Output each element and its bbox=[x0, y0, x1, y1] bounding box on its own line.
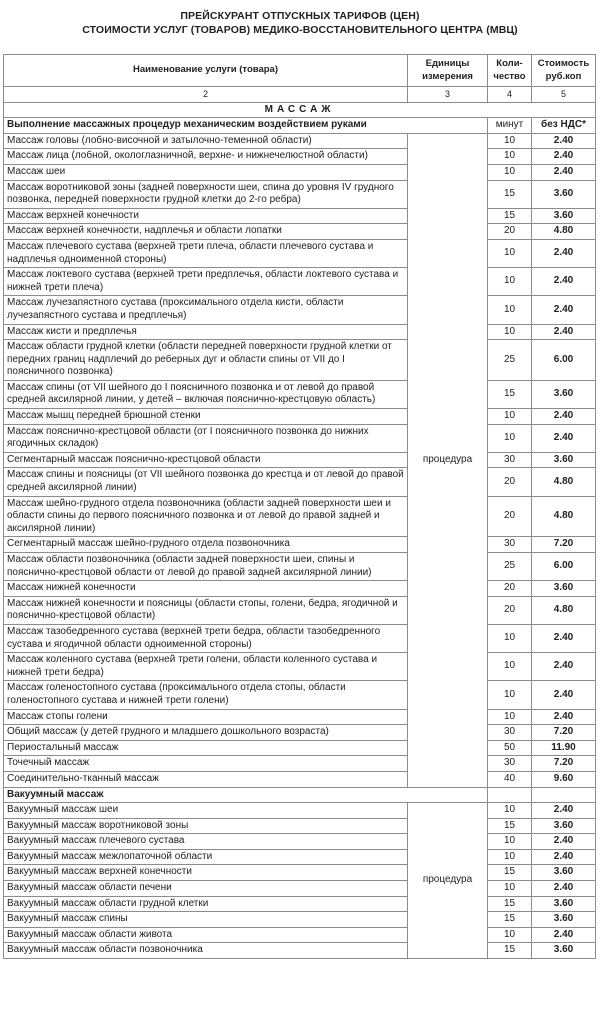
table-row bbox=[4, 380, 596, 408]
table-row bbox=[4, 224, 596, 240]
service-name: Вакуумный массаж шеи bbox=[4, 803, 408, 819]
table-row bbox=[4, 239, 596, 267]
service-name: Массаж голеностопного сустава (проксимального отдела стопы, области голеностопного сустава и нижней трети голени) bbox=[4, 681, 408, 709]
quantity-cell: 30 bbox=[488, 756, 532, 772]
service-name: Массаж области грудной клетки (области передней поверхности грудной клетки от передних границ надплечий до реберных дуг и области спины от VII до I поясничного позвонка) bbox=[4, 340, 408, 381]
service-name: Вакуумный массаж спины bbox=[4, 912, 408, 928]
section2-qty-unit bbox=[488, 787, 532, 803]
price-cell: 2.40 bbox=[532, 409, 596, 425]
service-name: Точечный массаж bbox=[4, 756, 408, 772]
quantity-cell: 50 bbox=[488, 740, 532, 756]
unit-cell: процедура bbox=[408, 803, 488, 959]
price-table-body bbox=[4, 102, 596, 958]
table-row bbox=[4, 803, 596, 819]
quantity-cell: 10 bbox=[488, 424, 532, 452]
quantity-cell: 10 bbox=[488, 834, 532, 850]
table-row bbox=[4, 133, 596, 149]
table-row bbox=[4, 164, 596, 180]
quantity-cell: 10 bbox=[488, 296, 532, 324]
price-cell: 4.80 bbox=[532, 596, 596, 624]
quantity-cell: 20 bbox=[488, 596, 532, 624]
quantity-cell: 10 bbox=[488, 803, 532, 819]
service-name: Вакуумный массаж области печени bbox=[4, 881, 408, 897]
quantity-cell: 40 bbox=[488, 771, 532, 787]
table-row bbox=[4, 771, 596, 787]
column-header-qty-line2: чество bbox=[493, 70, 526, 82]
price-cell: 2.40 bbox=[532, 681, 596, 709]
table-row bbox=[4, 180, 596, 208]
table-row bbox=[4, 927, 596, 943]
price-cell: 4.80 bbox=[532, 496, 596, 537]
price-cell: 3.60 bbox=[532, 943, 596, 959]
price-cell: 2.40 bbox=[532, 424, 596, 452]
price-cell: 2.40 bbox=[532, 149, 596, 165]
section1-header-row bbox=[4, 118, 596, 134]
price-cell: 2.40 bbox=[532, 849, 596, 865]
quantity-cell: 30 bbox=[488, 725, 532, 741]
price-cell: 2.40 bbox=[532, 133, 596, 149]
table-row bbox=[4, 849, 596, 865]
table-row bbox=[4, 740, 596, 756]
price-cell: 3.60 bbox=[532, 180, 596, 208]
table-row bbox=[4, 756, 596, 772]
table-row bbox=[4, 296, 596, 324]
quantity-cell: 25 bbox=[488, 340, 532, 381]
price-cell: 7.20 bbox=[532, 756, 596, 772]
column-header-price-line2: руб.коп bbox=[545, 70, 582, 82]
table-row bbox=[4, 624, 596, 652]
price-cell: 2.40 bbox=[532, 881, 596, 897]
service-name: Массаж спины и поясницы (от VII шейного позвонка до крестца и от левой до правой средней аксилярной линии) bbox=[4, 468, 408, 496]
service-name: Массаж шеи bbox=[4, 164, 408, 180]
service-name: Массаж мышц передней брюшной стенки bbox=[4, 409, 408, 425]
price-cell: 6.00 bbox=[532, 553, 596, 581]
table-row bbox=[4, 912, 596, 928]
service-name: Соединительно-тканный массаж bbox=[4, 771, 408, 787]
quantity-cell: 20 bbox=[488, 496, 532, 537]
table-row bbox=[4, 340, 596, 381]
table-row bbox=[4, 834, 596, 850]
column-header-unit-line2: измерения bbox=[422, 70, 473, 82]
quantity-cell: 10 bbox=[488, 268, 532, 296]
column-header-unit-line1: Единицы bbox=[425, 57, 470, 69]
price-cell: 2.40 bbox=[532, 296, 596, 324]
price-cell: 2.40 bbox=[532, 624, 596, 652]
quantity-cell: 10 bbox=[488, 239, 532, 267]
quantity-cell: 10 bbox=[488, 681, 532, 709]
service-name: Вакуумный массаж плечевого сустава bbox=[4, 834, 408, 850]
service-name: Массаж головы (лобно-височной и затылочно-теменной области) bbox=[4, 133, 408, 149]
quantity-cell: 15 bbox=[488, 208, 532, 224]
price-cell: 2.40 bbox=[532, 709, 596, 725]
price-cell: 3.60 bbox=[532, 818, 596, 834]
table-row bbox=[4, 581, 596, 597]
price-cell: 9.60 bbox=[532, 771, 596, 787]
quantity-cell: 15 bbox=[488, 912, 532, 928]
price-cell: 2.40 bbox=[532, 164, 596, 180]
quantity-cell: 15 bbox=[488, 943, 532, 959]
price-cell: 2.40 bbox=[532, 653, 596, 681]
table-row bbox=[4, 496, 596, 537]
service-name: Массаж верхней конечности bbox=[4, 208, 408, 224]
price-cell: 7.20 bbox=[532, 725, 596, 741]
price-cell: 2.40 bbox=[532, 268, 596, 296]
quantity-cell: 15 bbox=[488, 380, 532, 408]
price-cell: 2.40 bbox=[532, 239, 596, 267]
quantity-cell: 10 bbox=[488, 624, 532, 652]
price-cell: 3.60 bbox=[532, 581, 596, 597]
service-name: Массаж воротниковой зоны (задней поверхности шеи, спина до уровня IV грудного позвонка, передней поверхности грудной клетки до 2-го ребра) bbox=[4, 180, 408, 208]
service-name: Массаж области позвоночника (области задней поверхности шеи, спины и пояснично-крестцовой области от левой до правой задней аксилярной линии) bbox=[4, 553, 408, 581]
table-row bbox=[4, 208, 596, 224]
column-header-price-line1: Стоимость bbox=[537, 57, 590, 69]
quantity-cell: 10 bbox=[488, 409, 532, 425]
price-cell: 3.60 bbox=[532, 912, 596, 928]
table-row bbox=[4, 709, 596, 725]
price-cell: 3.60 bbox=[532, 452, 596, 468]
document-title-line1: ПРЕЙСКУРАНТ ОТПУСКНЫХ ТАРИФОВ (ЦЕН) bbox=[180, 10, 420, 22]
service-name: Массаж коленного сустава (верхней трети голени, области коленного сустава и нижней трети бедра) bbox=[4, 653, 408, 681]
quantity-cell: 10 bbox=[488, 709, 532, 725]
service-name: Массаж плечевого сустава (верхней трети плеча, области плечевого сустава и надплечья одноименной стороны) bbox=[4, 239, 408, 267]
quantity-cell: 10 bbox=[488, 149, 532, 165]
column-header-unit bbox=[408, 55, 488, 87]
table-row bbox=[4, 725, 596, 741]
price-cell: 3.60 bbox=[532, 865, 596, 881]
table-row bbox=[4, 653, 596, 681]
service-name: Массаж нижней конечности и поясницы (области стопы, голени, бедра, ягодичной и пояснично-крестцовой области) bbox=[4, 596, 408, 624]
price-cell: 6.00 bbox=[532, 340, 596, 381]
quantity-cell: 10 bbox=[488, 849, 532, 865]
table-row bbox=[4, 149, 596, 165]
column-number-4: 4 bbox=[488, 87, 532, 103]
quantity-cell: 10 bbox=[488, 133, 532, 149]
table-row bbox=[4, 596, 596, 624]
column-header-qty bbox=[488, 55, 532, 87]
section2-title: Вакуумный массаж bbox=[4, 787, 488, 803]
quantity-cell: 20 bbox=[488, 224, 532, 240]
column-header-qty-line1: Коли- bbox=[496, 57, 523, 69]
quantity-cell: 10 bbox=[488, 881, 532, 897]
quantity-cell: 10 bbox=[488, 927, 532, 943]
group-title: МАССАЖ bbox=[4, 102, 596, 118]
service-name: Вакуумный массаж области позвоночника bbox=[4, 943, 408, 959]
table-row bbox=[4, 452, 596, 468]
unit-cell: процедура bbox=[408, 133, 488, 787]
service-name: Вакуумный массаж верхней конечности bbox=[4, 865, 408, 881]
table-row bbox=[4, 424, 596, 452]
section2-header-row bbox=[4, 787, 596, 803]
section1-qty-unit: минут bbox=[488, 118, 532, 134]
column-header-price bbox=[532, 55, 596, 87]
service-name: Массаж пояснично-крестцовой области (от I поясничного позвонка до нижних ягодичных складок) bbox=[4, 424, 408, 452]
service-name: Массаж кисти и предплечья bbox=[4, 324, 408, 340]
price-cell: 4.80 bbox=[532, 468, 596, 496]
price-cell: 7.20 bbox=[532, 537, 596, 553]
quantity-cell: 20 bbox=[488, 581, 532, 597]
price-cell: 4.80 bbox=[532, 224, 596, 240]
quantity-cell: 15 bbox=[488, 865, 532, 881]
column-number-2: 2 bbox=[4, 87, 408, 103]
service-name: Массаж шейно-грудного отдела позвоночника (области задней поверхности шеи и области спины до первого поясничного позвонка и от левой до правой задней и аксилярной линии) bbox=[4, 496, 408, 537]
price-cell: 11.90 bbox=[532, 740, 596, 756]
column-number-3: 3 bbox=[408, 87, 488, 103]
quantity-cell: 10 bbox=[488, 653, 532, 681]
quantity-cell: 25 bbox=[488, 553, 532, 581]
service-name: Вакуумный массаж воротниковой зоны bbox=[4, 818, 408, 834]
table-row bbox=[4, 681, 596, 709]
quantity-cell: 15 bbox=[488, 896, 532, 912]
service-name: Вакуумный массаж межлопаточной области bbox=[4, 849, 408, 865]
service-name: Массаж лучезапястного сустава (проксимального отдела кисти, области лучезапястного сустава и предплечья) bbox=[4, 296, 408, 324]
price-cell: 3.60 bbox=[532, 896, 596, 912]
service-name: Массаж нижней конечности bbox=[4, 581, 408, 597]
table-row bbox=[4, 943, 596, 959]
table-row bbox=[4, 409, 596, 425]
table-row bbox=[4, 537, 596, 553]
price-table bbox=[3, 54, 596, 959]
section1-price-note: без НДС* bbox=[532, 118, 596, 134]
service-name: Вакуумный массаж области грудной клетки bbox=[4, 896, 408, 912]
service-name: Массаж тазобедренного сустава (верхней трети бедра, области тазобедренного сустава и ягодичной области одноименной стороны) bbox=[4, 624, 408, 652]
service-name: Периостальный массаж bbox=[4, 740, 408, 756]
price-cell: 2.40 bbox=[532, 834, 596, 850]
table-row bbox=[4, 881, 596, 897]
quantity-cell: 20 bbox=[488, 468, 532, 496]
service-name: Массаж спины (от VII шейного до I поясничного позвонка и от левой до правой средней аксилярной линии, у детей – включая пояснично-крестцовую область) bbox=[4, 380, 408, 408]
service-name: Сегментарный массаж шейно-грудного отдела позвоночника bbox=[4, 537, 408, 553]
price-cell: 2.40 bbox=[532, 803, 596, 819]
table-row bbox=[4, 268, 596, 296]
table-row bbox=[4, 324, 596, 340]
quantity-cell: 30 bbox=[488, 537, 532, 553]
service-name: Массаж лица (лобной, окологлазничной, верхне- и нижнечелюстной области) bbox=[4, 149, 408, 165]
document-title-line2: СТОИМОСТИ УСЛУГ (ТОВАРОВ) МЕДИКО-ВОССТАНОВИТЕЛЬНОГО ЦЕНТРА (МВЦ) bbox=[82, 24, 518, 36]
service-name: Вакуумный массаж области живота bbox=[4, 927, 408, 943]
table-row bbox=[4, 553, 596, 581]
table-row bbox=[4, 896, 596, 912]
price-cell: 2.40 bbox=[532, 324, 596, 340]
service-name: Массаж верхней конечности, надплечья и области лопатки bbox=[4, 224, 408, 240]
quantity-cell: 15 bbox=[488, 180, 532, 208]
table-row bbox=[4, 865, 596, 881]
quantity-cell: 15 bbox=[488, 818, 532, 834]
price-cell: 3.60 bbox=[532, 380, 596, 408]
section1-title: Выполнение массажных процедур механическим воздействием руками bbox=[4, 118, 488, 134]
price-cell: 2.40 bbox=[532, 927, 596, 943]
service-name: Общий массаж (у детей грудного и младшего дошкольного возраста) bbox=[4, 725, 408, 741]
quantity-cell: 10 bbox=[488, 164, 532, 180]
quantity-cell: 30 bbox=[488, 452, 532, 468]
quantity-cell: 10 bbox=[488, 324, 532, 340]
price-cell: 3.60 bbox=[532, 208, 596, 224]
section2-price-note bbox=[532, 787, 596, 803]
table-row bbox=[4, 818, 596, 834]
service-name: Массаж локтевого сустава (верхней трети предплечья, области локтевого сустава и нижней трети плеча) bbox=[4, 268, 408, 296]
column-header-name: Наименование услуги (товара) bbox=[4, 55, 408, 87]
table-row bbox=[4, 468, 596, 496]
service-name: Сегментарный массаж пояснично-крестцовой области bbox=[4, 452, 408, 468]
service-name: Массаж стопы голени bbox=[4, 709, 408, 725]
column-number-5: 5 bbox=[532, 87, 596, 103]
